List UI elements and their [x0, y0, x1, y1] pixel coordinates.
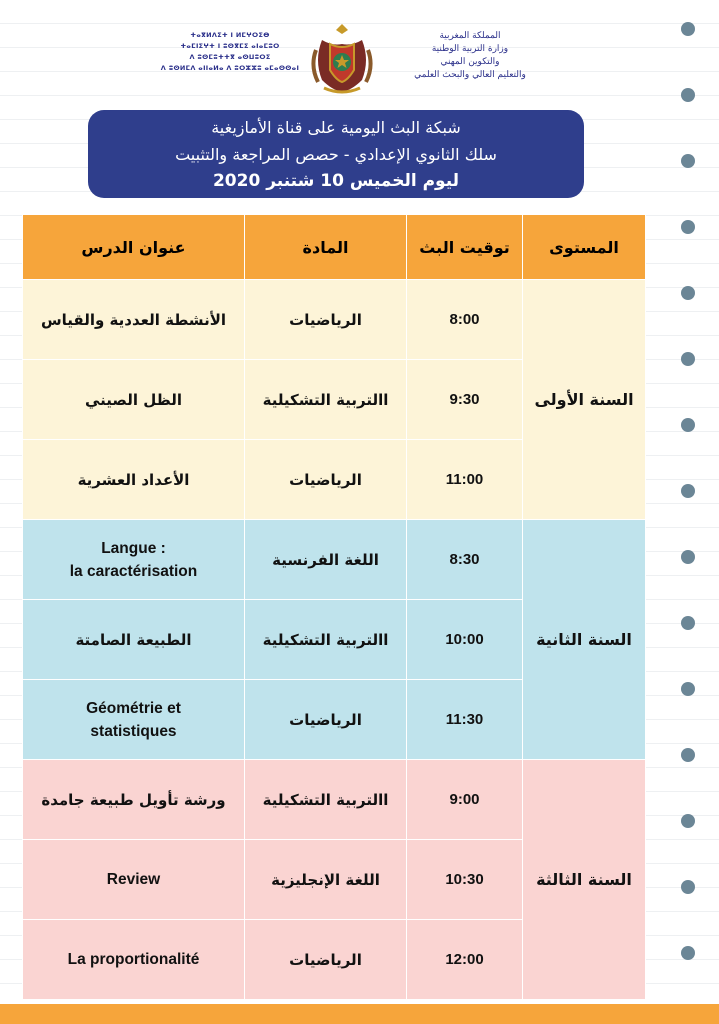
moroccan-coat-of-arms-icon — [308, 20, 376, 96]
tifinagh-ministry-name — [150, 30, 310, 74]
lesson-title-line-1: Langue : — [101, 539, 166, 557]
binder-dot — [681, 22, 695, 36]
arabic-line: والتعليم العالي والبحث العلمي — [414, 70, 526, 80]
subject-cell: االتربية التشكيلية — [245, 600, 407, 680]
lesson-title-line-2: statistiques — [90, 722, 177, 740]
binder-dot — [681, 616, 695, 630]
subject-cell: اللغة الفرنسية — [245, 520, 407, 600]
lesson-title-cell: الظل الصيني — [23, 360, 245, 440]
arabic-line: المملكة المغربية — [439, 31, 501, 41]
time-cell: 12:00 — [407, 920, 523, 1000]
level-cell: السنة الثانية — [523, 520, 646, 760]
lesson-title-cell: الأنشطة العددية والقياس — [23, 280, 245, 360]
time-cell: 11:30 — [407, 680, 523, 760]
table-header-row — [23, 215, 646, 280]
binder-dot — [681, 946, 695, 960]
lesson-title-line-1: Géométrie et — [86, 699, 181, 717]
notebook-binder-dots — [681, 22, 697, 1012]
subject-cell: الرياضيات — [245, 440, 407, 520]
arabic-ministry-name — [390, 30, 550, 82]
lesson-title-cell: Review — [23, 840, 245, 920]
subject-cell: اللغة الإنجليزية — [245, 840, 407, 920]
header-broadcast-time: توقيت البث — [407, 215, 523, 280]
binder-dot — [681, 484, 695, 498]
subject-cell: الرياضيات — [245, 280, 407, 360]
time-cell: 11:00 — [407, 440, 523, 520]
binder-dot — [681, 154, 695, 168]
banner-date: ليوم الخميس 10 شتنبر 2020 — [212, 171, 460, 191]
bottom-accent-bar — [0, 1004, 719, 1024]
arabic-line: وزارة التربية الوطنية — [431, 44, 509, 54]
lesson-title-cell: الطبيعة الصامتة — [23, 600, 245, 680]
time-cell: 10:00 — [407, 600, 523, 680]
binder-dot — [681, 748, 695, 762]
binder-dot — [681, 418, 695, 432]
tifinagh-line: ⴷ ⵓⵙⵎⵓⵜⵜⴳ ⴰⵙⵡⵓⵔⵉ — [189, 53, 271, 61]
tifinagh-line: ⴷ ⵓⵙⵍⵎⴷ ⴰⵏⵏⴰⵍⴰ ⴷ ⵓⵔⵣⵣⵓ ⴰⵎⴰⵙⵙⴰⵏ — [160, 64, 300, 72]
lesson-title-cell: الأعداد العشرية — [23, 440, 245, 520]
time-cell: 8:30 — [407, 520, 523, 600]
header-lesson-title: عنوان الدرس — [23, 215, 245, 280]
header-subject: المادة — [245, 215, 407, 280]
subject-cell: الرياضيات — [245, 680, 407, 760]
header-level: المستوى — [523, 215, 646, 280]
time-cell: 10:30 — [407, 840, 523, 920]
table-row — [23, 520, 646, 600]
binder-dot — [681, 550, 695, 564]
subject-cell: االتربية التشكيلية — [245, 760, 407, 840]
binder-dot — [681, 880, 695, 894]
time-cell: 9:00 — [407, 760, 523, 840]
lesson-title-cell — [23, 680, 245, 760]
lesson-title-cell — [23, 520, 245, 600]
lesson-title-cell: ورشة تأويل طبيعة جامدة — [23, 760, 245, 840]
arabic-line: والتكوين المهني — [440, 57, 500, 67]
binder-dot — [681, 88, 695, 102]
time-cell: 9:30 — [407, 360, 523, 440]
binder-dot — [681, 220, 695, 234]
level-cell: السنة الثالثة — [523, 760, 646, 1000]
table-row — [23, 760, 646, 840]
banner-line-2: سلك الثانوي الإعدادي - حصص المراجعة والتثبيت — [175, 145, 497, 164]
broadcast-schedule-table — [22, 214, 646, 1000]
lesson-title-cell: La proportionalité — [23, 920, 245, 1000]
subject-cell: الرياضيات — [245, 920, 407, 1000]
binder-dot — [681, 682, 695, 696]
binder-dot — [681, 814, 695, 828]
banner-line-1: شبكة البث اليومية على قناة الأمازيغية — [211, 118, 461, 137]
ministry-header — [150, 18, 530, 98]
level-cell: السنة الأولى — [523, 280, 646, 520]
table-row — [23, 280, 646, 360]
binder-dot — [681, 352, 695, 366]
title-banner — [88, 110, 584, 198]
tifinagh-line: ⵜⴰⵎⵏⵉⵖⵜ ⵏ ⵓⵙⴳⵎⵉ ⴰⵏⴰⵎⵓⵔ — [180, 42, 280, 50]
lesson-title-line-2: la caractérisation — [69, 562, 198, 580]
binder-dot — [681, 286, 695, 300]
tifinagh-line: ⵜⴰⴳⵍⴷⵉⵜ ⵏ ⵍⵎⵖⵔⵉⴱ — [190, 31, 270, 39]
subject-cell: االتربية التشكيلية — [245, 360, 407, 440]
time-cell: 8:00 — [407, 280, 523, 360]
